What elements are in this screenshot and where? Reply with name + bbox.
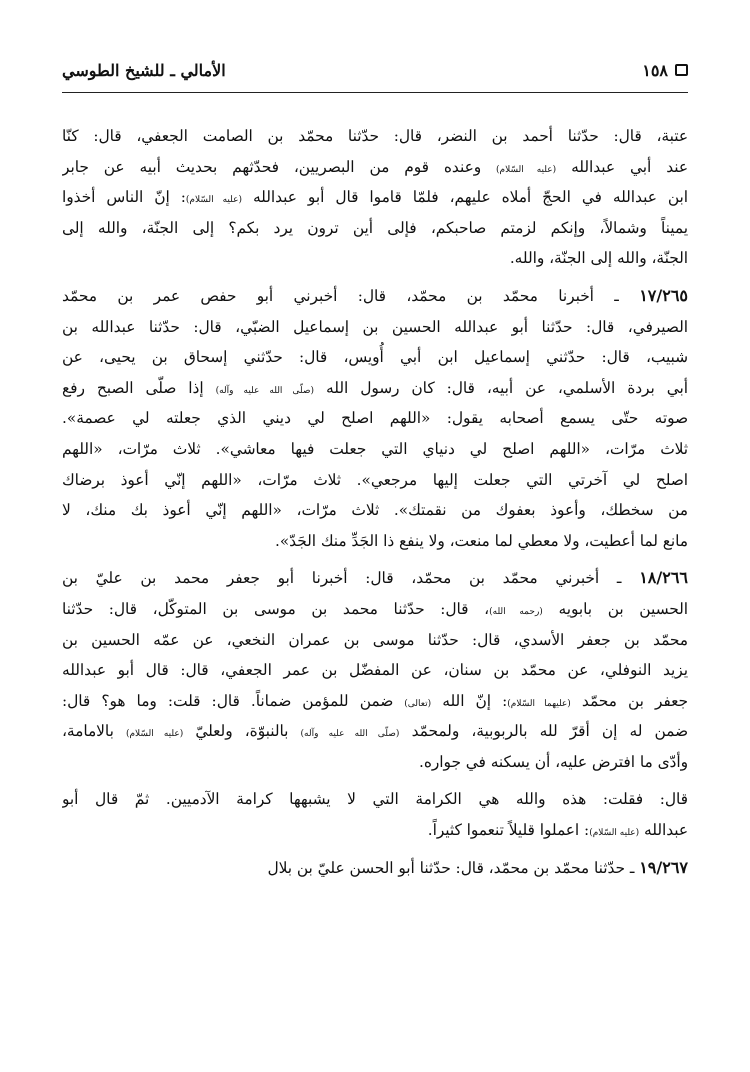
text-line: عتبة، قال: حدّثنا أحمد بن النضر، قال: حدّثنا محمّد بن الصامت الجعفي، قال: كنّا xyxy=(62,127,688,145)
text-line: ثلاث مرّات، «اللهم اصلح لي دنياي التي جعلت فيها معاشي». ثلاث مرّات، «اللهم xyxy=(62,439,688,458)
text-line: مانع لما أعطيت، ولا معطي لما منعت، ولا ينفع ذا الجَدِّ منك الجَدّ». xyxy=(274,531,688,550)
text-line: عند أبي عبدالله (عليه السّلام) وعنده قوم من البصريين، فحدّثهم بحديث أبيه عن جابر xyxy=(62,157,688,176)
text-line: يميناً وشمالاً، وإنكم لزمتم صاحبكم، فإلى أين ترون يرد بكم؟ إلى الجنّة، والله إلى xyxy=(62,218,688,237)
paragraph-gap xyxy=(62,556,688,563)
text-line: عبدالله (عليه السّلام): اعملوا قليلاً تنعموا كثيراً. xyxy=(427,821,688,840)
text-line: أبي بردة الأسلمي، عن أبيه، قال: كان رسول الله (صلّى الله عليه وآله) إذا صلّى الصبح رفع xyxy=(62,378,688,397)
honorific: (صلّى الله عليه وآله) xyxy=(215,385,315,396)
text-line: صوته حتّى يسمع أصحابه يقول: «اللهم اصلح لي ديني الذي جعلته لي عصمة». xyxy=(62,409,688,428)
text-line: ابن عبدالله في الحجّ أملاه عليهم، فلمّا قاموا قال أبو عبدالله (عليه السّلام): إنّ الناس أخذوا xyxy=(62,188,688,207)
honorific: (عليه السّلام) xyxy=(496,164,557,175)
text-line: ١٨/٢٦٦ ـ أخبرني محمّد بن محمّد، قال: أخبرنا أبو جعفر محمد بن عليّ بن xyxy=(62,568,688,588)
text-line: من سخطك، وأعوذ بعفوك من نقمتك». ثلاث مرّات، «اللهم إنّي أعوذ بك منك، لا xyxy=(62,501,688,520)
honorific: (رحمه الله) xyxy=(489,606,543,617)
text-line: محمّد بن جعفر الأسدي، قال: حدّثنا موسى بن عمران النخعي، عن عمّه الحسين بن xyxy=(62,630,688,649)
text-line: اصلح لي آخرتي التي جعلت إليها مرجعي». ثلاث مرّات، «اللهم إنّي أعوذ برضاك xyxy=(62,470,688,489)
hadith-number: ١٩/٢٦٧ xyxy=(639,857,688,877)
text-line: الجنّة، والله إلى الجنّة، والله. xyxy=(509,249,688,268)
text-line: ١٩/٢٦٧ ـ حدّثنا محمّد بن محمّد، قال: حدّثنا أبو الحسن عليّ بن بلال xyxy=(267,857,688,877)
text-line: جعفر بن محمّد (عليهما السّلام): إنّ الله (تعالى) ضمن للمؤمن ضماناً. قال: قلت: وما هو؟ قال: xyxy=(62,691,688,710)
page-body xyxy=(62,121,688,883)
text-line: قال: فقلت: هذه والله هي الكرامة التي لا يشبهها كرامة الآدميين. ثمّ قال أبو xyxy=(62,790,688,809)
book-page xyxy=(62,48,688,883)
text-line: وأدّى ما افترض عليه، أن يسكنه في جواره. xyxy=(419,752,688,771)
honorific: (عليهما السّلام) xyxy=(507,698,571,709)
text-line: الصيرفي، قال: حدّثنا أبو عبدالله الحسين بن إسماعيل الضبّي، قال: حدّثنا عبدالله بن xyxy=(62,317,688,336)
running-head xyxy=(62,48,688,93)
honorific: (عليه السّلام) xyxy=(589,828,640,839)
square-ornament-icon xyxy=(675,64,688,76)
page-number-group xyxy=(642,61,688,80)
paragraph-gap xyxy=(62,777,688,784)
text-line: الحسين بن بابويه (رحمه الله)، قال: حدّثنا محمد بن موسى بن المتوكّل، قال: حدّثنا xyxy=(62,599,688,618)
honorific: (تعالى) xyxy=(404,698,432,709)
honorific: (عليه السّلام) xyxy=(185,195,242,206)
paragraph-gap xyxy=(62,846,688,853)
text-line: شبيب، قال: حدّثني إسماعيل ابن أبي أُويس، قال: حدّثني إسحاق بن يحيى، عن xyxy=(62,348,688,367)
hadith-number: ١٧/٢٦٥ xyxy=(639,285,688,305)
book-title: الأمالي ـ للشيخ الطوسي xyxy=(62,60,226,80)
hadith-number: ١٨/٢٦٦ xyxy=(639,568,688,588)
page-number: ١٥٨ xyxy=(642,60,668,80)
honorific: (صلّى الله عليه وآله) xyxy=(300,729,400,740)
honorific: (عليه السّلام) xyxy=(125,729,184,740)
text-line: يزيد النوفلي، عن محمّد بن سنان، عن المفضّل بن عمر الجعفي، قال: قال أبو عبدالله xyxy=(62,661,688,680)
text-line: ضمن له إن أقرّ لله بالربوبية، ولمحمّد (صلّى الله عليه وآله) بالنبوّة، ولعليّ (عليه السّلام) بالامامة، xyxy=(62,722,688,741)
text-line: ١٧/٢٦٥ ـ أخبرنا محمّد بن محمّد، قال: أخبرني أبو حفص عمر بن محمّد xyxy=(62,285,688,305)
paragraph-gap xyxy=(62,274,688,281)
